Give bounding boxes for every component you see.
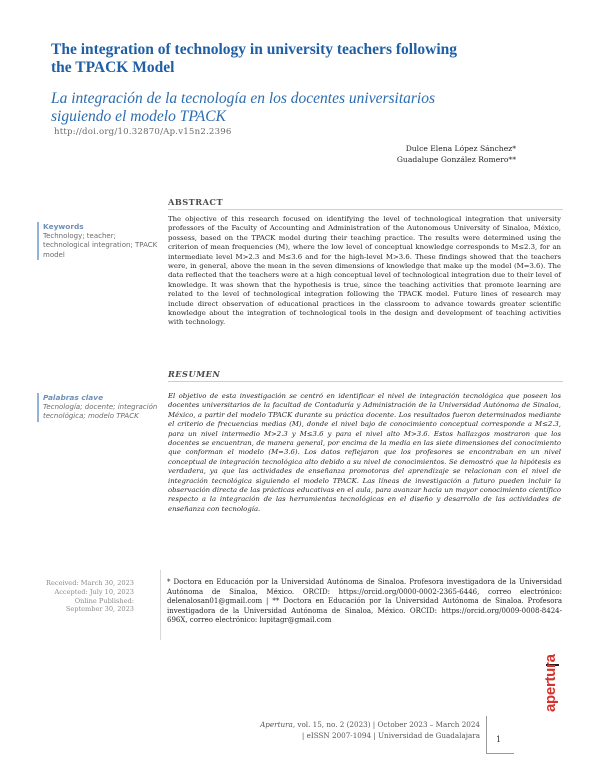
doi-link[interactable]: http://doi.org/10.32870/Ap.v15n2.2396 xyxy=(54,127,232,137)
article-title-spanish: La integración de la tecnología en los docentes universitarios siguiendo el modelo TPACK xyxy=(51,90,436,125)
resumen-divider xyxy=(168,381,563,382)
article-title-english: The integration of technology in university teachers following the TPACK Model xyxy=(51,41,457,76)
journal-line-1 xyxy=(230,720,480,731)
keywords-text: Technology; teacher; technological integration; TPACK model xyxy=(43,231,158,259)
author-2: Guadalupe González Romero** xyxy=(396,155,516,164)
abstract-text: The objective of this research focused on identifying the level of technological integration that university professors of the Faculty of Accounting and Administration of the Autonomous University of Sinaloa, México, possess, based on the TPACK model during their teaching practice. The results were determined using the criterion of mean frequencies (M), where the low level of conceptual knowledge corresponds to M≤2.3, for an intermediate level M>2.3 and M≤3.6 and for the high-level M>3.6. These findings showed that the teachers were, in general, above the mean in the seven dimensions of knowledge that make up the model (M=3.6). The data reflected that the teachers were at a high conceptual level of technological integration due to their level of knowledge. It was shown that the hypothesis is true, since the teaching activities that promote learning are related to the level of technological integration following the TPACK model. Future lines of research may include direct observation of educational practices in the classroom to advance towards greater scientific knowledge about the integration of technological tools in the design and development of teaching activities with technology. xyxy=(168,215,561,327)
resumen-text: El objetivo de esta investigación se centró en identificar el nivel de integración tecnológica que poseen los docentes universitarios de la facultad de Contaduría y Administración de la Universidad Autónoma de Sinaloa, México, a partir del modelo TPACK durante su práctica docente. Los resultados fueron determinados mediante el criterio de frecuencias medias (M), donde el nivel bajo de conocimiento conceptual corresponde a M≤2.3, para un nivel intermedio M>2.3 y M≤3.6 y para el nivel alto M>3.6. Estos hallazgos mostraron que los docentes se encuentran, de manera general, por encima de la media en las siete dimensiones del conocimiento que conforman el modelo (M=3.6). Los datos reflejaron que los profesores se encontraban en un nivel conceptual de integración tecnológica alto debido a su nivel de conocimientos. Se demostró que la hipótesis es verdadera, ya que las actividades de enseñanza promotoras del aprendizaje se relacionan con el nivel de integración tecnológica siguiendo el modelo TPACK. Las líneas de investigación a futuro pueden incluir la observación directa de las prácticas educativas en el aula, para avanzar hacia un mayor conocimiento científico respecto a la integración de las herramientas tecnológicas en el diseño y desarrollo de las actividades de enseñanza con tecnología. xyxy=(168,392,561,513)
online-published-label: Online Published: xyxy=(74,596,134,605)
page-number: 1 xyxy=(496,735,502,744)
journal-volume: , vol. 15, no. 2 (2023) | October 2023 – March 2024 xyxy=(292,720,480,729)
keywords-heading: Keywords xyxy=(43,222,84,231)
palabras-clave-heading: Palabras clave xyxy=(43,393,104,402)
footnote-divider xyxy=(160,570,161,640)
author-1: Dulce Elena López Sánchez* xyxy=(405,144,516,153)
received-date: Received: March 30, 2023 xyxy=(46,579,134,587)
journal-line-2: | eISSN 2007-1094 | Universidad de Guadalajara xyxy=(301,730,480,740)
publication-dates xyxy=(20,579,134,614)
journal-name: Apertura xyxy=(260,720,293,729)
author-list xyxy=(397,143,516,165)
accepted-date: Accepted: July 10, 2023 xyxy=(54,587,134,596)
abstract-divider xyxy=(168,209,563,210)
palabras-clave-box xyxy=(37,393,159,422)
abstract-heading: ABSTRACT xyxy=(168,197,224,207)
resumen-heading: RESUMEN xyxy=(168,369,221,379)
author-footnote: * Doctora en Educación por la Universidad Autónoma de Sinaloa. Profesora investigadora de la Universidad Autónoma de Sinaloa, México. ORCID: https://orcid.org/0000-0002-2365-6446, correo electrónico: delenalosan01@gmail.com | ** Doctora en Educación por la Universidad Autónoma de Sinaloa. Profesora investigadora de la Universidad Autónoma de Sinaloa, México. ORCID: https://orcid.org/0009-0008-8424-696X, correo electrónico: lupitagr@gmail.com xyxy=(167,578,562,625)
palabras-clave-text: Tecnología; docente; integración tecnológica; modelo TPACK xyxy=(43,402,158,421)
keywords-box xyxy=(37,222,159,260)
online-published-date: September 30, 2023 xyxy=(65,605,134,614)
journal-logo: apertura xyxy=(542,654,559,712)
journal-citation xyxy=(230,720,480,741)
